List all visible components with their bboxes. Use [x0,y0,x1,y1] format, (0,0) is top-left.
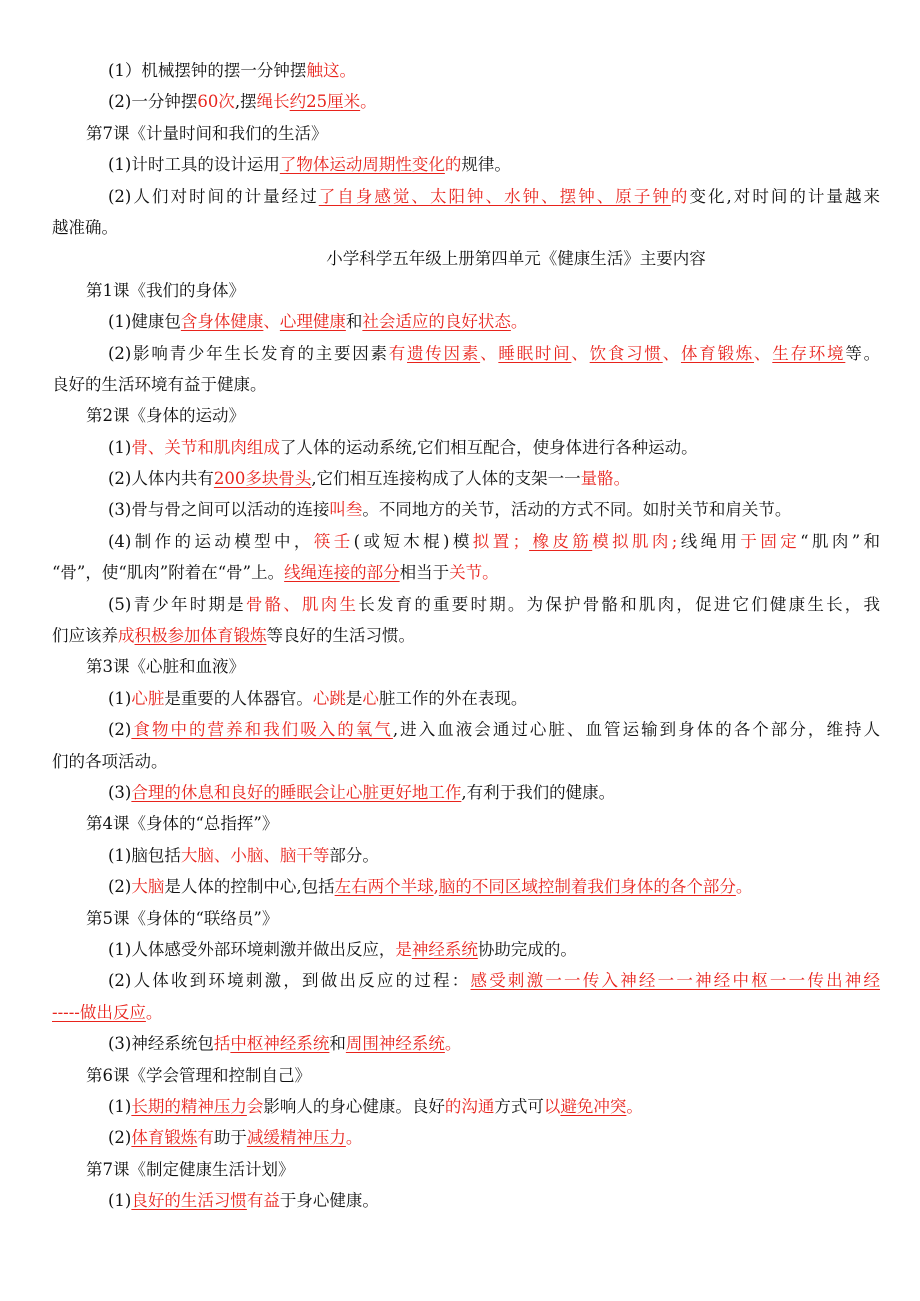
text-segment: (5)青少年时期是 [108,594,246,614]
text-segment: (2) [108,877,132,897]
text-line [52,746,880,777]
highlighted-text: 有 [197,1128,214,1148]
underlined-answer: 长期的精神压力 [131,1096,247,1116]
text-segment: (2) [108,720,132,740]
underlined-answer: 避免冲突 [560,1096,627,1116]
text-line [52,86,880,117]
text-line [52,903,880,934]
highlighted-text: 大脑 [180,845,214,865]
highlighted-text: 脑干等 [279,845,330,865]
text-line [52,369,880,400]
text-segment: (1) [108,1096,132,1116]
highlighted-text: 模拟肌肉; [592,531,678,551]
text-segment: 部分。 [329,845,379,865]
underlined-answer: 食物中的营养和我们吸入的氧气 [131,720,393,740]
highlighted-text: 60次 [197,92,235,112]
highlighted-text: 的沟通 [444,1096,495,1116]
highlighted-text: 、 [263,845,280,865]
text-segment: (2)人们对时间的计量经过 [108,186,319,206]
text-line [52,55,880,86]
text-segment: 于身心健康。 [279,1191,379,1211]
text-segment: (4)制作的运动模型中， [108,531,314,551]
text-segment: 长发育的重要时期。为保护骨骼和肌肉，促进它们健康生长，我 [358,594,881,614]
highlighted-text: 骨骼、肌肉生 [245,594,359,614]
text-line [52,338,880,369]
highlighted-text: 、 [754,343,773,363]
text-segment: 助于 [213,1128,247,1148]
text-segment: 第5课《身体的“联络员”》 [86,908,279,928]
text-line [52,965,880,996]
text-segment: ,它们相互连接构成了人体的支架一一 [311,469,581,489]
underlined-answer: 了自身感觉、太阳钟、水钟、摆钟、原子钟 [318,186,671,206]
text-segment: 规律。 [461,155,511,175]
text-segment: 方式可 [494,1096,544,1116]
underlined-answer: 减缓精神压力 [246,1128,346,1148]
text-line [52,118,880,149]
text-line [52,212,880,243]
text-segment: (或短木棍)模 [353,531,473,551]
text-line [52,589,880,620]
highlighted-text: 、 [263,312,280,332]
text-segment: 小学科学五年级上册第四单元《健康生活》主要内容 [326,249,706,269]
text-line [52,463,880,494]
text-line [52,934,880,965]
highlighted-text: 小脑 [230,845,264,865]
text-segment: ,有利于我们的健康。 [461,782,616,802]
text-segment: (2)影响青少年生长发育的主要因素 [108,343,389,363]
text-line [52,400,880,431]
underlined-answer: 了物体运动周期性变化 [279,155,445,175]
text-segment: 第3课《心脏和血液》 [86,657,245,677]
highlighted-text: 拟 [472,531,493,551]
text-segment: (2)人体内共有 [108,469,214,489]
text-line [52,1185,880,1216]
highlighted-text: 。 [510,312,528,332]
text-segment: (1)人体感受外部环境刺激并做出反应， [108,939,396,959]
underlined-answer: 周围神经系统 [345,1034,445,1054]
underlined-answer: 约25厘米 [289,92,361,112]
text-segment: 第4课《身体的“总指挥”》 [86,814,279,834]
underlined-answer: 社会适应的良好状态 [362,312,511,332]
text-segment: (1) [108,437,132,457]
highlighted-text: 的 [670,186,690,206]
text-segment: “骨”，使“肌肉”附着在“骨”上。 [52,563,285,583]
highlighted-text: 、 [571,343,590,363]
highlighted-text: 置； [492,531,530,551]
highlighted-text: 。 [360,92,377,112]
underlined-answer: 良好的生活习惯 [131,1191,247,1211]
text-line [52,1060,880,1091]
text-segment: (2)一分钟摆 [108,92,198,112]
highlighted-text: , [433,877,439,897]
text-segment: 协助完成的。 [477,939,577,959]
text-segment: 。不同地方的关节，活动的方式不同。如肘关节和肩关节。 [362,500,792,520]
highlighted-text: 心跳 [312,688,346,708]
underlined-answer: 心理健康 [279,312,346,332]
highlighted-text: 是 [395,939,412,959]
text-line [52,1154,880,1185]
highlighted-text: 会 [246,1096,264,1116]
text-line [52,683,880,714]
highlighted-text: 关节 [449,563,483,583]
text-segment: (1) [108,688,132,708]
text-line [52,181,880,212]
underlined-answer: 体育锻炼 [131,1128,198,1148]
text-line [52,432,880,463]
highlighted-text: 心脏 [131,688,165,708]
text-line [52,275,880,306]
text-line [52,651,880,682]
text-segment: ,进入血液会通过心脏、血管运输到身体的各个部分，维持人 [392,720,881,740]
text-segment: 第1课《我们的身体》 [86,280,245,300]
text-segment: (2) [108,1128,132,1148]
underlined-answer: 积极参加体育锻炼 [134,626,267,646]
highlighted-text: 。 [145,1002,163,1022]
underlined-answer: 体育锻炼 [680,343,755,363]
text-segment: 们应该养 [52,626,118,646]
text-segment: 良好的生活环境有益于健康。 [52,374,267,394]
highlighted-text: 。 [613,469,631,489]
text-line [52,871,880,902]
text-segment: (3)神经系统包 [108,1034,214,1054]
text-segment: (3) [108,782,132,802]
text-line [52,526,880,557]
text-segment: 和 [345,312,363,332]
text-segment: (1)健康包 [108,312,181,332]
highlighted-text: 括 [213,1034,231,1054]
highlighted-text: 量骼 [580,469,614,489]
highlighted-text: 筷壬 [313,531,354,551]
text-line [52,1091,880,1122]
text-line [52,620,880,651]
underlined-answer: -----做出反应 [52,1002,146,1022]
highlighted-text: 、 [213,845,231,865]
highlighted-text: 成 [118,626,135,646]
text-segment: 等良好的生活习惯。 [266,626,415,646]
text-segment: 变化,对时间的计量越来 [689,186,881,206]
underlined-answer: 200多块骨头 [213,469,312,489]
text-segment: 和 [329,1034,346,1054]
highlighted-text: 于固定 [740,531,801,551]
text-segment: 第6课《学会管理和控制自己》 [86,1065,311,1085]
text-line [52,306,880,337]
text-line [52,149,880,180]
underlined-answer: 生存环境 [772,343,846,363]
text-segment: 线绳用 [677,531,741,551]
highlighted-text: 心 [362,688,379,708]
text-segment: (1) [108,1191,132,1211]
text-line [52,840,880,871]
text-segment: 了人体的运动系统,它们相互配合，使身体进行各种运动。 [279,437,698,457]
underlined-answer: 左右两个半球 [334,877,434,897]
underlined-answer: 饮食习惯 [589,343,663,363]
underlined-answer: 神经系统 [411,939,478,959]
text-segment: 是 [345,688,363,708]
highlighted-text: 。 [444,1034,462,1054]
text-segment: 第7课《制定健康生活计划》 [86,1159,295,1179]
highlighted-text: 叫叁 [329,500,363,520]
highlighted-text: 骨、关节和肌肉组成 [131,437,280,457]
text-line [52,777,880,808]
text-segment: (2)人体收到环境刺激，到做出反应的过程： [108,971,471,991]
highlighted-text: 以 [543,1096,561,1116]
highlighted-text: 的 [444,155,462,175]
text-line [52,1122,880,1153]
text-line [52,243,880,274]
text-segment: 第7课《计量时间和我们的生活》 [86,123,328,143]
text-segment: 越准确。 [52,217,118,237]
text-segment: 是重要的人体器官。 [164,688,313,708]
highlighted-text: 触这 [306,61,340,80]
underlined-answer: 线绳连接的部分 [284,563,400,583]
highlighted-text: 有益 [246,1191,280,1211]
text-segment: (1)脑包括 [108,845,181,865]
text-segment: 第2课《身体的运动》 [86,406,245,426]
underlined-answer: 合理的休息和良好的睡眠会让心脏更好地工作 [131,782,462,802]
text-line [52,997,880,1028]
highlighted-text: 。 [339,61,356,80]
highlighted-text: 。 [626,1096,643,1116]
underlined-answer: 睡眠时间 [498,343,572,363]
highlighted-text: 、 [662,343,681,363]
text-segment: (1）机械摆钟的摆一分钟摆 [108,61,307,80]
highlighted-text: 。 [482,563,499,583]
underlined-answer: 脑的不同区域控制着我们身体的各个部分 [438,877,736,897]
text-segment: (1)计时工具的设计运用 [108,155,280,175]
highlighted-text: 、 [480,343,499,363]
underlined-answer: 橡皮筋 [529,531,593,551]
text-segment: 是人体的控制中心,包括 [164,877,335,897]
text-segment: (3)骨与骨之间可以活动的连接 [108,500,330,520]
text-line [52,808,880,839]
text-segment: 影响人的身心健康。良好 [263,1096,445,1116]
highlighted-text: 。 [735,877,753,897]
highlighted-text: 有 [388,343,408,363]
text-segment: 脏工作的外在表现。 [378,688,528,708]
text-line [52,714,880,745]
text-line [52,1028,880,1059]
text-segment: ,摆 [234,92,257,112]
underlined-answer: 中枢神经系统 [230,1034,330,1054]
highlighted-text: 。 [345,1128,363,1148]
text-segment: 等。 [845,343,881,363]
underlined-answer: 遗传因素 [407,343,481,363]
text-segment: 们的各项活动。 [52,751,168,771]
highlighted-text: 大脑 [131,877,165,897]
underlined-answer: 含身体健康 [180,312,264,332]
text-segment: 相当于 [399,563,450,583]
text-segment: “肌肉”和 [800,531,881,551]
highlighted-text: 绳长 [256,92,290,112]
text-line [52,557,880,588]
text-line [52,494,880,525]
underlined-answer: 感受刺激一一传入神经一一神经中枢一一传出神经 [470,971,881,991]
